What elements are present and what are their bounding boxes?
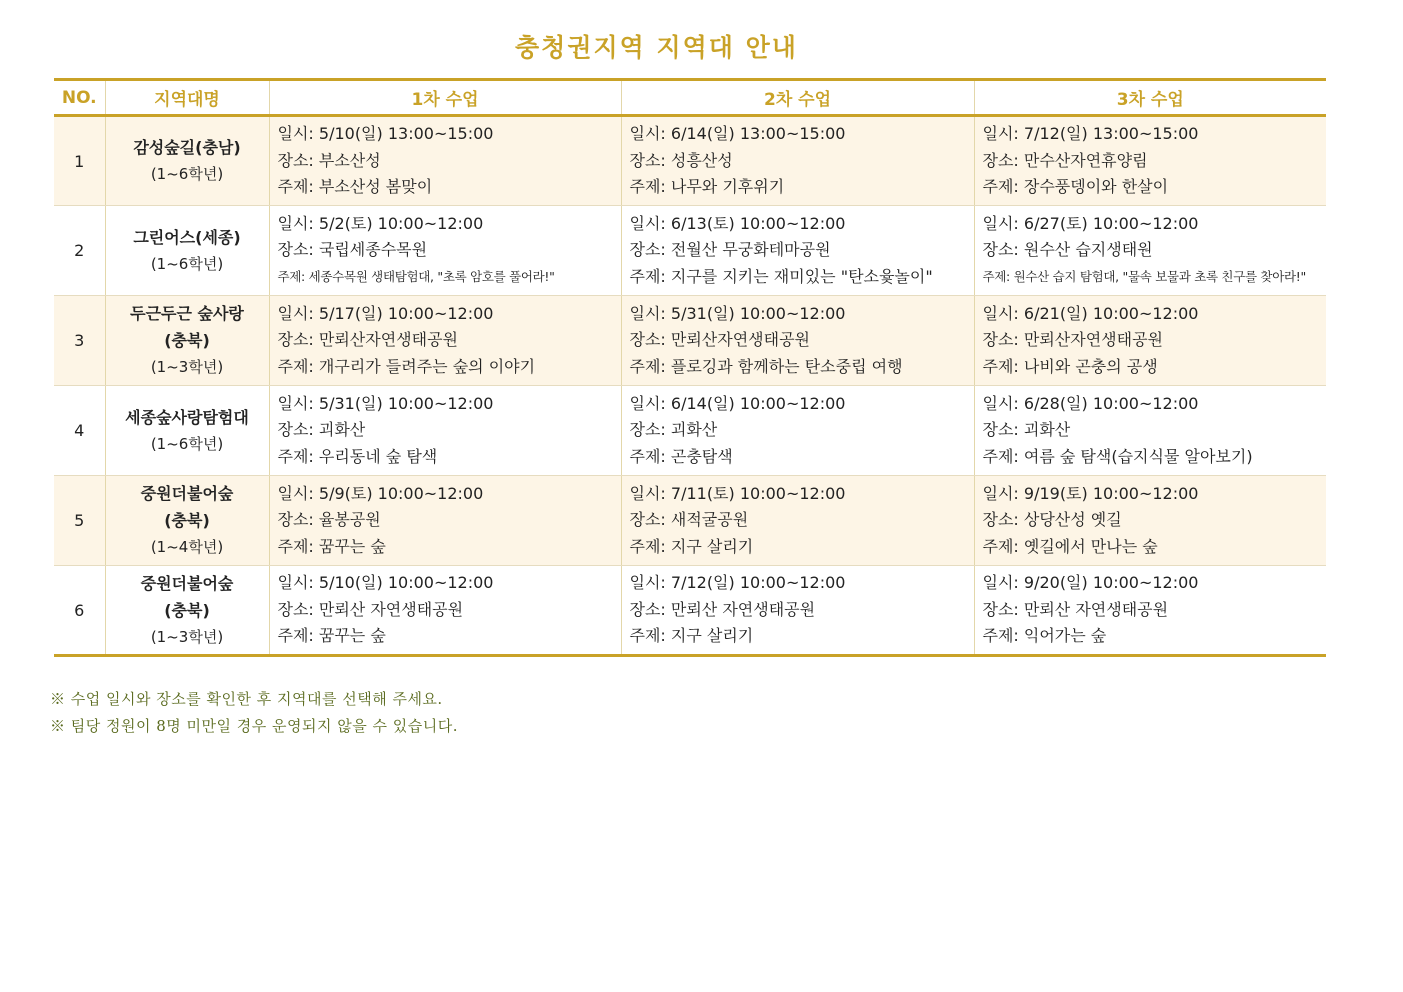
class-place: 장소: 괴화산 <box>629 420 718 440</box>
class-topic: 주제: 지구 살리기 <box>629 536 754 556</box>
class-topic: 주제: 나무와 기후위기 <box>629 177 785 197</box>
row-number: 2 <box>54 206 105 296</box>
class-date: 일시: 5/10(일) 10:00~12:00 <box>277 573 494 593</box>
class-topic: 주제: 지구를 지키는 재미있는 "탄소윷놀이" <box>629 266 933 286</box>
class-place: 장소: 만뢰산자연생태공원 <box>277 330 458 350</box>
class-3-cell <box>974 296 1326 386</box>
class-topic: 주제: 개구리가 들려주는 숲의 이야기 <box>277 356 536 376</box>
group-cell <box>105 206 269 296</box>
class-topic: 주제: 꿈꾸는 숲 <box>277 536 386 556</box>
class-date: 일시: 5/17(일) 10:00~12:00 <box>277 303 494 323</box>
group-name: 그린어스(세종) <box>133 227 241 247</box>
row-number: 5 <box>54 476 105 566</box>
header-name: 지역대명 <box>105 80 269 116</box>
class-2-cell <box>621 566 974 656</box>
class-topic: 주제: 부소산성 봄맞이 <box>277 177 433 197</box>
table-row <box>54 566 1326 656</box>
class-1-cell <box>269 566 621 656</box>
class-date: 일시: 6/28(일) 10:00~12:00 <box>982 393 1199 413</box>
class-date: 일시: 5/9(토) 10:00~12:00 <box>277 483 484 503</box>
class-place: 장소: 원수산 습지생태원 <box>982 240 1153 260</box>
class-3-cell <box>974 116 1326 206</box>
class-topic: 주제: 원수산 습지 탐험대, "물속 보물과 초록 친구를 찾아라!" <box>982 268 1306 284</box>
group-grade: (1~3학년) <box>150 358 224 376</box>
class-date: 일시: 5/31(일) 10:00~12:00 <box>629 303 846 323</box>
header-class-1: 1차 수업 <box>269 80 621 116</box>
class-2-cell <box>621 206 974 296</box>
group-name: 두근두근 숲사랑 <box>130 304 244 323</box>
header-class-3: 3차 수업 <box>974 80 1326 116</box>
row-number: 6 <box>54 566 105 656</box>
class-3-cell <box>974 386 1326 476</box>
class-1-cell <box>269 206 621 296</box>
class-place: 장소: 새적굴공원 <box>629 510 749 530</box>
class-date: 일시: 6/21(일) 10:00~12:00 <box>982 303 1199 323</box>
class-place: 장소: 괴화산 <box>277 420 366 440</box>
class-2-cell <box>621 476 974 566</box>
table-row <box>54 116 1326 206</box>
class-1-cell <box>269 386 621 476</box>
group-name: 세종숲사랑탐험대 <box>125 407 249 427</box>
footnote: ※ 수업 일시와 장소를 확인한 후 지역대를 선택해 주세요. <box>50 690 443 708</box>
class-topic: 주제: 옛길에서 만나는 숲 <box>982 536 1158 556</box>
class-topic: 주제: 플로깅과 함께하는 탄소중립 여행 <box>629 356 903 376</box>
class-place: 장소: 만뢰산자연생태공원 <box>629 330 810 350</box>
group-grade: (1~3학년) <box>150 627 224 646</box>
table-row <box>54 476 1326 566</box>
table-row <box>54 386 1326 476</box>
footnotes <box>50 686 458 740</box>
group-grade: (1~6학년) <box>150 434 224 453</box>
class-topic: 주제: 여름 숲 탐색(습지식물 알아보기) <box>982 446 1253 466</box>
group-name: 중원더불어숲 <box>140 484 234 503</box>
class-1-cell <box>269 476 621 566</box>
class-place: 장소: 율봉공원 <box>277 510 381 530</box>
class-topic: 주제: 나비와 곤충의 공생 <box>982 356 1158 376</box>
class-place: 장소: 만뢰산 자연생태공원 <box>982 599 1169 619</box>
group-region: (충북) <box>164 600 210 620</box>
class-1-cell <box>269 116 621 206</box>
class-topic: 주제: 우리동네 숲 탐색 <box>277 446 438 466</box>
table-row <box>54 206 1326 296</box>
class-topic: 주제: 세종수목원 생태탐험대, "초록 암호를 풀어라!" <box>277 268 555 284</box>
group-grade: (1~6학년) <box>150 165 224 183</box>
schedule-table <box>54 78 1326 657</box>
class-place: 장소: 만뢰산 자연생태공원 <box>629 599 816 619</box>
group-cell <box>105 566 269 656</box>
class-place: 장소: 만뢰산 자연생태공원 <box>277 599 464 619</box>
class-2-cell <box>621 386 974 476</box>
class-date: 일시: 6/27(토) 10:00~12:00 <box>982 213 1199 233</box>
class-place: 장소: 전월산 무궁화테마공원 <box>629 240 831 260</box>
row-number: 3 <box>54 296 105 386</box>
class-topic: 주제: 지구 살리기 <box>629 626 754 646</box>
group-cell <box>105 476 269 566</box>
class-3-cell <box>974 206 1326 296</box>
class-date: 일시: 9/20(일) 10:00~12:00 <box>982 573 1199 593</box>
class-date: 일시: 6/14(일) 10:00~12:00 <box>629 393 846 413</box>
class-date: 일시: 7/12(일) 13:00~15:00 <box>982 124 1199 144</box>
group-cell <box>105 386 269 476</box>
class-3-cell <box>974 476 1326 566</box>
group-cell <box>105 116 269 206</box>
class-topic: 주제: 곤충탐색 <box>629 446 733 466</box>
group-cell <box>105 296 269 386</box>
class-1-cell <box>269 296 621 386</box>
table-row <box>54 296 1326 386</box>
class-place: 장소: 괴화산 <box>982 420 1071 440</box>
header-class-2: 2차 수업 <box>621 80 974 116</box>
group-name: 감성숲길(충남) <box>133 138 241 157</box>
group-region: (충북) <box>164 511 210 530</box>
class-place: 장소: 성흥산성 <box>629 150 733 170</box>
class-date: 일시: 6/14(일) 13:00~15:00 <box>629 124 846 144</box>
class-place: 장소: 만뢰산자연생태공원 <box>982 330 1163 350</box>
class-date: 일시: 5/31(일) 10:00~12:00 <box>277 393 494 413</box>
class-topic: 주제: 꿈꾸는 숲 <box>277 626 386 646</box>
class-date: 일시: 9/19(토) 10:00~12:00 <box>982 483 1199 503</box>
group-grade: (1~4학년) <box>150 538 224 556</box>
group-name: 중원더불어숲 <box>140 573 234 593</box>
class-2-cell <box>621 296 974 386</box>
class-date: 일시: 6/13(토) 10:00~12:00 <box>629 213 846 233</box>
footnote: ※ 팀당 정원이 8명 미만일 경우 운영되지 않을 수 있습니다. <box>50 717 459 735</box>
class-date: 일시: 5/2(토) 10:00~12:00 <box>277 213 484 233</box>
class-date: 일시: 7/11(토) 10:00~12:00 <box>629 483 846 503</box>
group-grade: (1~6학년) <box>150 254 224 273</box>
class-date: 일시: 5/10(일) 13:00~15:00 <box>277 124 494 144</box>
row-number: 4 <box>54 386 105 476</box>
class-topic: 주제: 장수풍뎅이와 한살이 <box>982 177 1169 197</box>
table-header-row <box>54 80 1326 116</box>
class-date: 일시: 7/12(일) 10:00~12:00 <box>629 573 846 593</box>
class-2-cell <box>621 116 974 206</box>
class-place: 장소: 상당산성 옛길 <box>982 510 1122 530</box>
header-no: NO. <box>54 80 105 116</box>
group-region: (충북) <box>164 331 210 350</box>
class-3-cell <box>974 566 1326 656</box>
class-place: 장소: 국립세종수목원 <box>277 240 428 260</box>
class-topic: 주제: 익어가는 숲 <box>982 626 1107 646</box>
row-number: 1 <box>54 116 105 206</box>
class-place: 장소: 만수산자연휴양림 <box>982 150 1148 170</box>
class-place: 장소: 부소산성 <box>277 150 381 170</box>
page-title: 충청권지역 지역대 안내 <box>515 33 798 62</box>
